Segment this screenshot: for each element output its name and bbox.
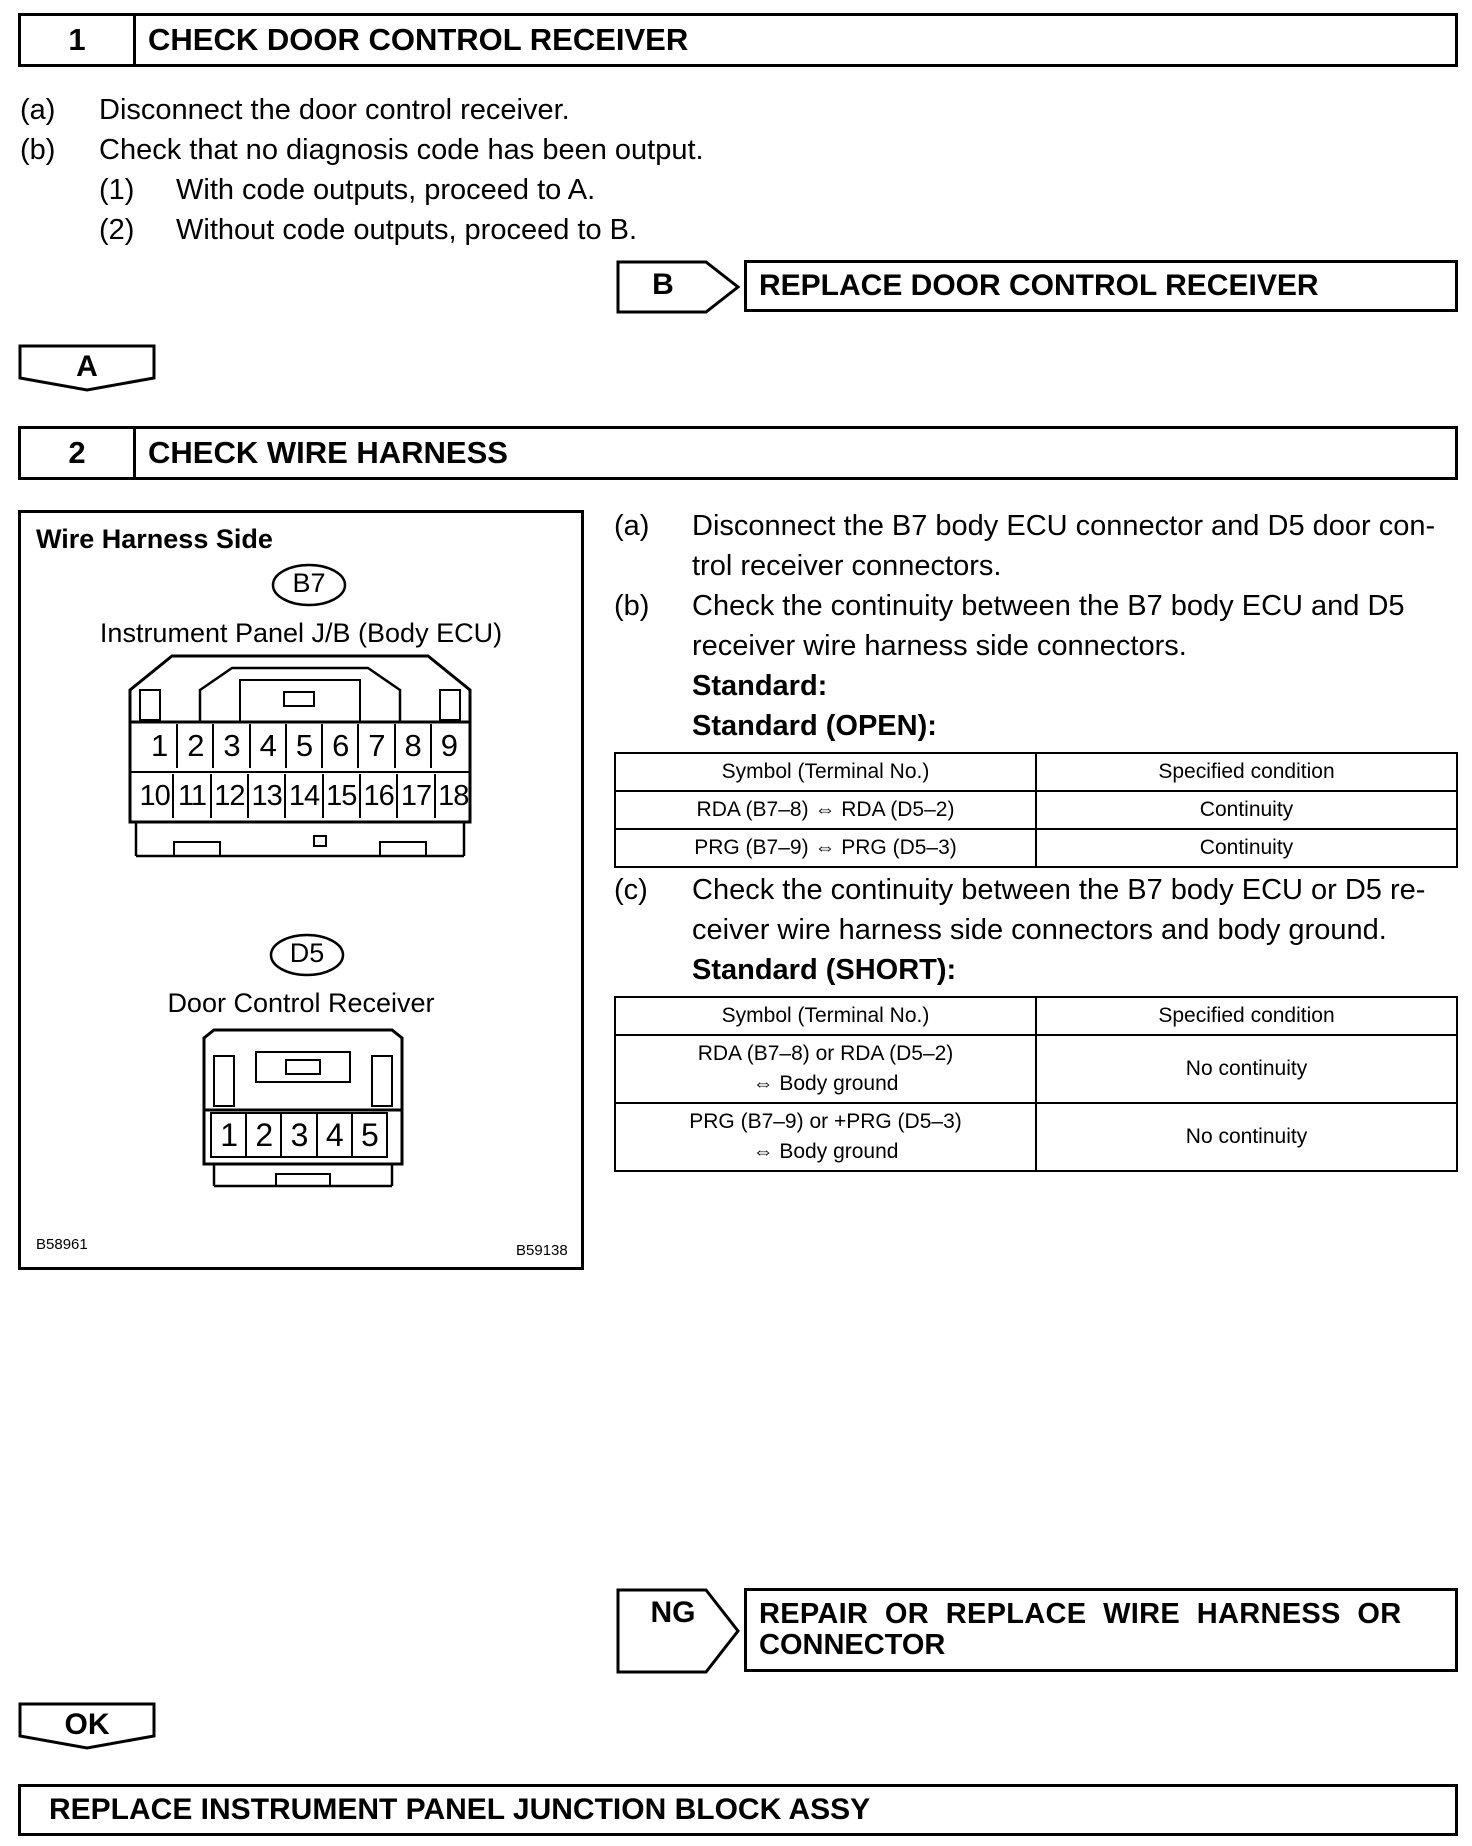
table-short-row1-symbol: [615, 1035, 1036, 1103]
pin-3: 3: [280, 1114, 315, 1156]
step1-label-2: (2): [99, 214, 135, 246]
step2-header: [18, 426, 1458, 480]
pin-17: 17: [396, 774, 433, 818]
pin-4: 4: [249, 724, 285, 768]
table-open-row1-symbol: RDA (B7–8) ⇔ RDA (D5–2): [615, 791, 1036, 829]
step1-text-1: With code outputs, proceed to A.: [176, 174, 596, 206]
step1-number: 1: [21, 16, 136, 64]
table-short: [614, 996, 1458, 1172]
step2-text-b2: receiver wire harness side connectors.: [692, 630, 1187, 662]
pin-10: 10: [139, 779, 170, 812]
step1-label-b: (b): [20, 134, 56, 166]
figure-title: Wire Harness Side: [36, 524, 273, 554]
table-short-header-condition: Specified condition: [1036, 997, 1457, 1035]
step2-label-a: (a): [614, 510, 650, 542]
step1-label-a: (a): [20, 94, 56, 126]
pin-4: 4: [316, 1114, 351, 1156]
table-open-row2-condition: Continuity: [1036, 829, 1457, 867]
figure-code-right: B59138: [516, 1242, 568, 1259]
pin-16: 16: [359, 774, 396, 818]
step1-text-a: Disconnect the door control receiver.: [99, 94, 570, 126]
pin-6: 6: [321, 724, 357, 768]
standard-open-label: Standard (OPEN):: [692, 710, 937, 742]
pin-15: 15: [322, 774, 359, 818]
pin-14: 14: [284, 774, 321, 818]
d5-name: Door Control Receiver: [167, 988, 435, 1018]
step2-text-c2: ceiver wire harness side connectors and body ground.: [692, 914, 1387, 946]
step2-text-c1: Check the continuity between the B7 body ECU or D5 re-: [692, 874, 1426, 906]
final-action: REPLACE INSTRUMENT PANEL JUNCTION BLOCK ASSY: [18, 1784, 1458, 1836]
step1-text-2: Without code outputs, proceed to B.: [176, 214, 638, 246]
pin-18: 18: [434, 774, 471, 818]
step1-title: CHECK DOOR CONTROL RECEIVER: [148, 22, 689, 57]
step1-text-b: Check that no diagnosis code has been output.: [99, 134, 704, 166]
pin-2: 2: [245, 1114, 280, 1156]
table-short-row1-line2: ⇔ Body ground: [752, 1072, 899, 1095]
figure-code-left: B58961: [36, 1236, 88, 1253]
step2-text-b1: Check the continuity between the B7 body ECU and D5: [692, 590, 1405, 622]
b7-pins-bottom: [137, 774, 471, 818]
table-short-row2-line2: ⇔ Body ground: [752, 1140, 899, 1163]
d5-tag: D5: [289, 938, 325, 968]
b7-pins-top: [142, 724, 466, 768]
pin-7: 7: [357, 724, 393, 768]
table-open: [614, 752, 1458, 868]
branch-ok-label: OK: [64, 1708, 110, 1741]
branch-ng-result-line2: CONNECTOR: [759, 1629, 946, 1661]
step2-text-a2: trol receiver connectors.: [692, 550, 1002, 582]
d5-pins: [210, 1112, 388, 1158]
b7-name: Instrument Panel J/B (Body ECU): [99, 618, 503, 648]
step2-label-b: (b): [614, 590, 650, 622]
standard-short-label: Standard (SHORT):: [692, 954, 957, 986]
step2-title: CHECK WIRE HARNESS: [148, 435, 508, 470]
pin-1: 1: [220, 1116, 237, 1153]
pin-2: 2: [176, 724, 212, 768]
table-short-row2-line1: PRG (B7–9) or +PRG (D5–3): [689, 1110, 962, 1133]
pin-11: 11: [172, 774, 209, 818]
branch-b-result: REPLACE DOOR CONTROL RECEIVER: [744, 260, 1458, 312]
table-open-row2-symbol: PRG (B7–9) ⇔ PRG (D5–3): [615, 829, 1036, 867]
pin-12: 12: [210, 774, 247, 818]
table-short-row1-line1: RDA (B7–8) or RDA (D5–2): [697, 1042, 954, 1065]
pin-5: 5: [285, 724, 321, 768]
branch-ng-result-line1: REPAIR OR REPLACE WIRE HARNESS OR: [759, 1598, 1402, 1630]
d5-connector-drawing: [200, 1026, 406, 1190]
branch-b-label: B: [652, 268, 674, 301]
step1-label-1: (1): [99, 174, 135, 206]
pin-3: 3: [212, 724, 248, 768]
pin-5: 5: [351, 1114, 386, 1156]
step2-text-a1: Disconnect the B7 body ECU connector and D5 door con-: [692, 510, 1436, 542]
pin-1: 1: [150, 728, 168, 763]
branch-ng-label: NG: [650, 1596, 696, 1629]
branch-ng-result: [744, 1588, 1458, 1672]
table-open-header-condition: Specified condition: [1036, 753, 1457, 791]
pin-8: 8: [394, 724, 430, 768]
table-short-row1-condition: No continuity: [1036, 1035, 1457, 1103]
step1-header: [18, 13, 1458, 67]
pin-9: 9: [430, 724, 466, 768]
pin-13: 13: [247, 774, 284, 818]
step2-number: 2: [21, 429, 136, 477]
table-open-header-symbol: Symbol (Terminal No.): [615, 753, 1036, 791]
step2-label-c: (c): [614, 874, 648, 906]
table-short-row2-condition: No continuity: [1036, 1103, 1457, 1171]
standard-label: Standard:: [692, 670, 828, 702]
table-open-row1-condition: Continuity: [1036, 791, 1457, 829]
branch-a-label: A: [76, 350, 98, 383]
table-short-row2-symbol: [615, 1103, 1036, 1171]
b7-tag: B7: [292, 568, 326, 598]
table-short-header-symbol: Symbol (Terminal No.): [615, 997, 1036, 1035]
